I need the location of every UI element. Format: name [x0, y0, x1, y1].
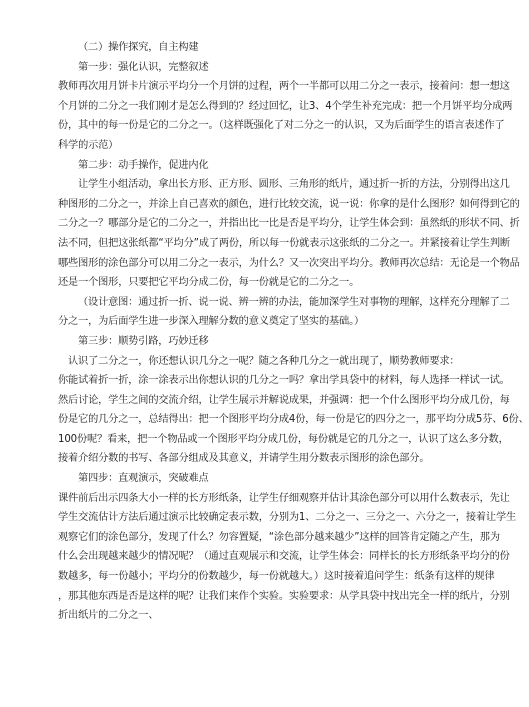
- text-line: 让学生小组活动，拿出长方形、正方形、圆形、三角形的纸片，通过折一折的方法，分别得出这几: [78, 179, 510, 191]
- text-line: 学生交流估计方法后通过演示比较确定表示数，分别为1、二分之一、三分之一、六分之一，接着让学生: [58, 512, 517, 524]
- text-line: 课件前后出示四条大小一样的长方形纸条，让学生仔细观察并估计其涂色部分可以用什么数表示，先让: [58, 492, 510, 504]
- text-line: 哪些图形的涂色部分可以用二分之一表示，为什么？又一次突出平均分。教师再次总结：无论是一个物品: [58, 257, 520, 269]
- text-line: （设计意图：通过折一折、说一说、辨一辨的办法，能加深学生对事物的理解，这样充分理解了二: [78, 296, 510, 308]
- text-line: 第四步：直观演示，突破难点: [78, 473, 209, 485]
- text-line: 然后讨论，学生之间的交流介绍，让学生展示并解说成果，并强调：把一个什么图形平均分成几份，每: [58, 394, 510, 406]
- text-line: 第二步：动手操作，促进内化: [78, 159, 209, 171]
- text-line: 科学的示范）: [58, 139, 119, 151]
- text-line: 教师再次用月饼卡片演示平均分一个月饼的过程，两个一半都可以用二分之一表示，接着问：想一想这: [58, 81, 510, 93]
- text-line: 第三步：顺势引路，巧妙迁移: [78, 335, 209, 347]
- text-line: 二分之一？哪部分是它的二分之一，并指出比一比是否是平均分，让学生体会到：虽然纸的形状不同、折: [58, 218, 520, 230]
- text-line: 认识了二分之一，你还想认识几分之一呢？随之各种几分之一就出现了，顺势教师要求：: [68, 355, 460, 367]
- text-line: 折出纸片的二分之一、: [58, 610, 159, 622]
- text-line: 分之一，为后面学生进一步深入理解分数的意义奠定了坚实的基础。）: [58, 316, 365, 328]
- text-line: 观察它们的涂色部分，发现了什么？勿容置疑，“涂色部分越来越少”这样的回答肯定随之产生，那为: [58, 531, 500, 543]
- text-line: 第一步：强化认识，完整叙述: [78, 61, 209, 73]
- text-line: 接着介绍分数的书写、各部分组成及其意义，并请学生用分数表示图形的涂色部分。: [58, 453, 430, 465]
- text-line: 法不同，但把这张纸都“平均分”成了两份，所以每一份就表示这张纸的二分之一。并紧接着让学生判断: [58, 237, 510, 249]
- text-line: （二）操作探究，自主构建: [78, 42, 199, 53]
- text-line: 数越多，每一份越小；平均分的份数越少，每一份就越大。）这时接着追问学生：纸条有这样的规律: [58, 571, 495, 583]
- text-line: ，那其他东西是否是这样的呢？让我们来作个实验。实验要求：从学具袋中找出完全一样的纸片，分别: [58, 590, 510, 602]
- text-line: 种图形的二分之一，并涂上自己喜欢的颜色，进行比较交流，说一说：你拿的是什么图形？如何得到它的: [58, 198, 520, 210]
- text-line: 还是一个图形，只要把它平均分成二份，每一份就是它的二分之一。: [58, 277, 360, 289]
- text-line: 个月饼的二分之一我们刚才是怎么得到的？经过回忆，让3、4个学生补充完成：把一个月饼平均分成两: [58, 100, 513, 112]
- text-line: 份，其中的每一份是它的二分之一。（这样既强化了对二分之一的认识，又为后面学生的语言表述作了: [58, 120, 505, 132]
- text-line: 什么会出现越来越少的情况呢？（通过直观展示和交流，让学生体会：同样长的长方形纸条平均分的份: [58, 551, 510, 563]
- text-line: 份是它的几分之一，总结得出：把一个图形平均分成4份，每一份是它的四分之一，那平均分成5芬、6份、: [58, 414, 529, 426]
- text-line: 你能试着折一折，涂一涂表示出你想认识的几分之一吗？拿出学具袋中的材料，每人选择一样试一试。: [58, 375, 510, 387]
- text-line: 100份呢？看来，把一个物品或一个图形平均分成几份，每份就是它的几分之一，认识了这么多分数，: [58, 433, 509, 445]
